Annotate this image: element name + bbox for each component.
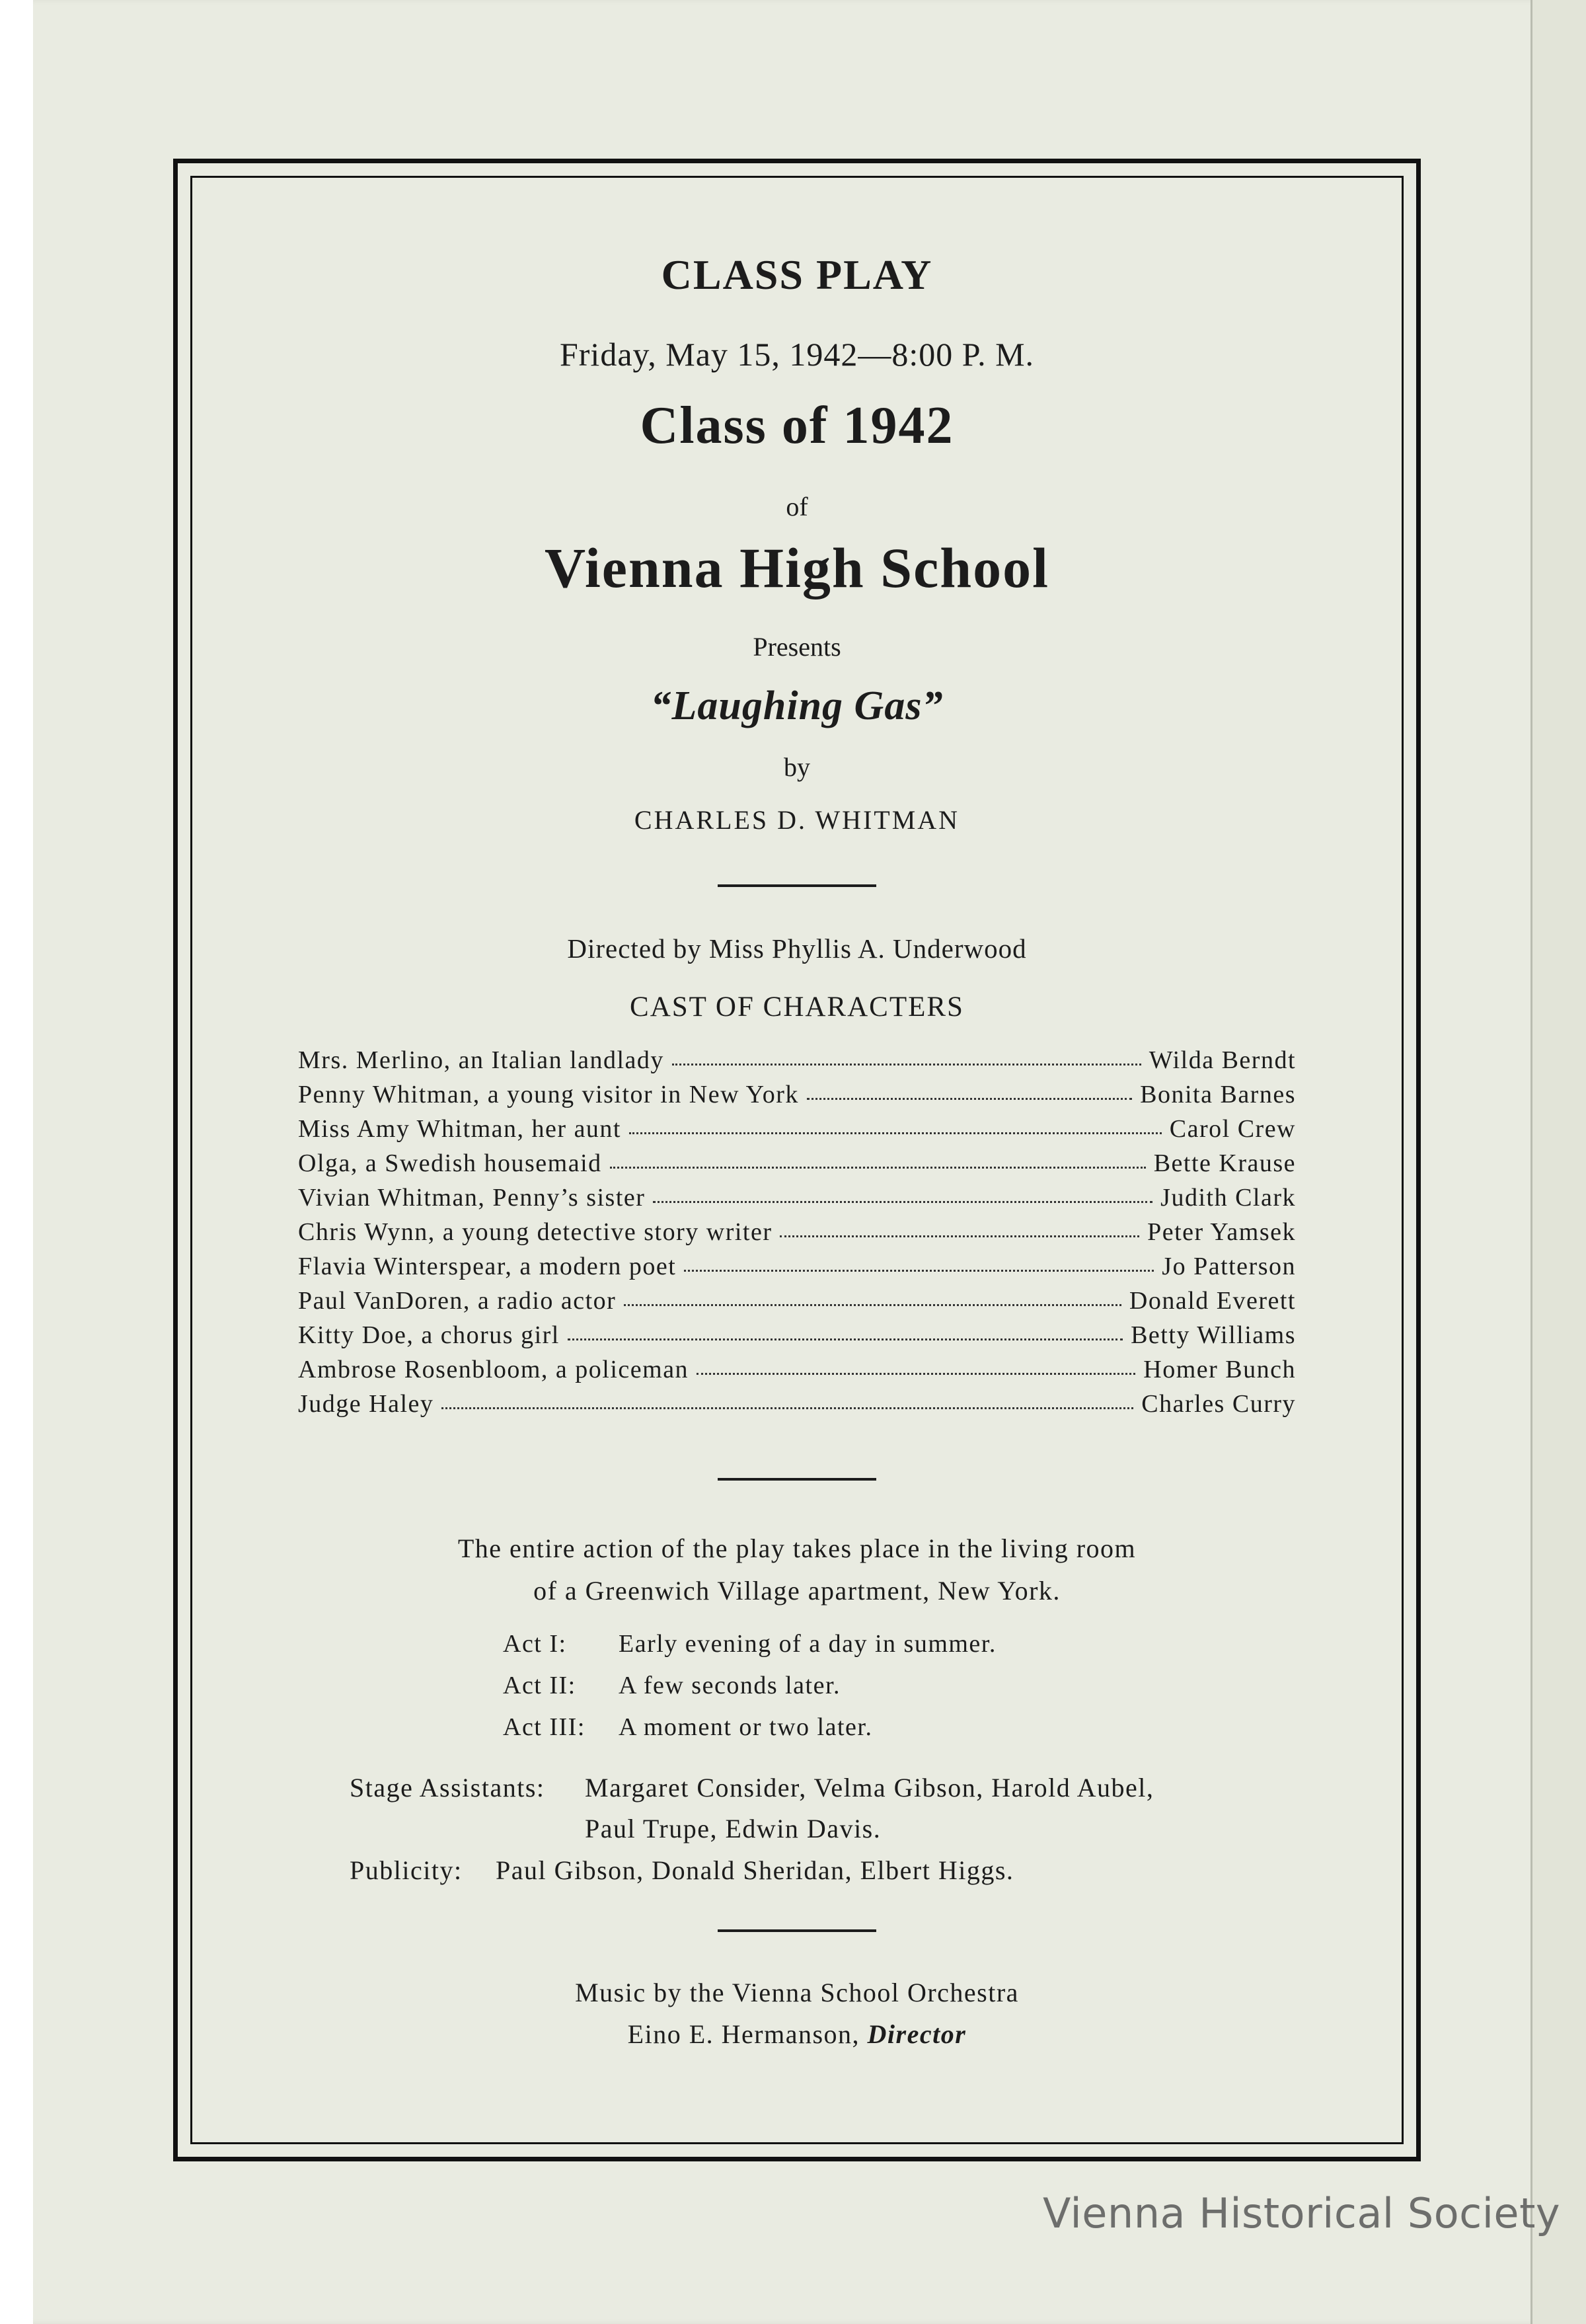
divider-3 xyxy=(718,1929,876,1932)
cast-role: Miss Amy Whitman, her aunt xyxy=(298,1115,621,1143)
dot-leader xyxy=(684,1270,1154,1272)
divider-1 xyxy=(718,884,876,887)
dot-leader xyxy=(672,1064,1141,1065)
cast-row xyxy=(298,1389,1296,1424)
cast-row xyxy=(298,1218,1296,1252)
cast-actor: Peter Yamsek xyxy=(1147,1218,1296,1246)
adjacent-page xyxy=(1532,0,1586,2324)
act-label: Act III: xyxy=(503,1713,585,1741)
cast-row xyxy=(298,1252,1296,1286)
program-heading: CLASS PLAY xyxy=(661,251,933,298)
cast-actor: Judith Clark xyxy=(1160,1184,1296,1212)
dot-leader xyxy=(441,1407,1133,1409)
cast-role: Kitty Doe, a chorus girl xyxy=(298,1321,560,1349)
cast-actor: Carol Crew xyxy=(1169,1115,1296,1143)
cast-row xyxy=(298,1355,1296,1389)
school-name: Vienna High School xyxy=(545,536,1049,600)
divider-2 xyxy=(718,1478,876,1481)
cast-row xyxy=(298,1321,1296,1355)
dot-leader xyxy=(610,1167,1146,1169)
cast-row xyxy=(298,1046,1296,1080)
act-label: Act II: xyxy=(503,1672,576,1699)
cast-actor: Homer Bunch xyxy=(1143,1356,1296,1383)
cast-actor: Bette Krause xyxy=(1153,1149,1296,1177)
cast-role: Chris Wynn, a young detective story writer xyxy=(298,1218,773,1246)
program-content xyxy=(192,178,1402,2142)
act-description: A few seconds later. xyxy=(619,1672,841,1699)
setting-line-1: The entire action of the play takes place in the living room xyxy=(457,1533,1137,1563)
act-label: Act I: xyxy=(503,1630,567,1658)
cast-role: Judge Haley xyxy=(298,1390,434,1418)
act-description: Early evening of a day in summer. xyxy=(619,1630,997,1658)
music-credit: Music by the Vienna School Orchestra xyxy=(575,1978,1019,2007)
dot-leader xyxy=(568,1338,1123,1340)
music-director-title: Director xyxy=(867,2019,967,2049)
cast-actor: Wilda Berndt xyxy=(1149,1046,1296,1074)
stage-assistants-label: Stage Assistants: xyxy=(350,1773,545,1802)
of-label: of xyxy=(786,492,808,522)
cast-actor: Bonita Barnes xyxy=(1140,1081,1296,1108)
performance-date: Friday, May 15, 1942—8:00 P. M. xyxy=(559,336,1035,373)
dot-leader xyxy=(653,1201,1152,1203)
play-author: CHARLES D. WHITMAN xyxy=(634,805,960,835)
cast-row xyxy=(298,1080,1296,1114)
cast-heading: CAST OF CHARACTERS xyxy=(630,991,964,1023)
cast-actor: Jo Patterson xyxy=(1162,1253,1296,1280)
cast-role: Vivian Whitman, Penny’s sister xyxy=(298,1184,646,1212)
act-row xyxy=(503,1713,872,1742)
music-director-name: Eino E. Hermanson, xyxy=(627,2019,860,2049)
cast-role: Penny Whitman, a young visitor in New York xyxy=(298,1081,799,1108)
cast-actor: Donald Everett xyxy=(1129,1287,1296,1315)
cast-role: Paul VanDoren, a radio actor xyxy=(298,1287,617,1315)
cast-role: Flavia Winterspear, a modern poet xyxy=(298,1253,677,1280)
cast-role: Ambrose Rosenbloom, a policeman xyxy=(298,1356,689,1383)
dot-leader xyxy=(807,1098,1132,1100)
cast-actor: Charles Curry xyxy=(1141,1390,1296,1418)
dot-leader xyxy=(629,1132,1162,1134)
music-director xyxy=(192,2019,1402,2050)
cast-row xyxy=(298,1286,1296,1321)
act-row xyxy=(503,1671,841,1700)
act-description: A moment or two later. xyxy=(619,1713,873,1741)
play-title: “Laughing Gas” xyxy=(650,683,944,728)
by-label: by xyxy=(784,752,810,782)
presents-label: Presents xyxy=(753,632,841,662)
cast-row xyxy=(298,1114,1296,1149)
cast-row xyxy=(298,1149,1296,1183)
stage-assistants-names: Margaret Consider, Velma Gibson, Harold Aubel, xyxy=(585,1773,1154,1802)
act-row xyxy=(503,1629,997,1658)
cast-row xyxy=(298,1183,1296,1218)
dot-leader xyxy=(780,1235,1139,1237)
stage-assistants-names-cont: Paul Trupe, Edwin Davis. xyxy=(585,1814,882,1843)
publicity-names: Paul Gibson, Donald Sheridan, Elbert Higgs. xyxy=(496,1855,1014,1885)
director-line: Directed by Miss Phyllis A. Underwood xyxy=(567,933,1027,964)
dot-leader xyxy=(697,1373,1135,1375)
publicity-label: Publicity: xyxy=(350,1855,463,1885)
watermark: Vienna Historical Society xyxy=(1043,2189,1561,2237)
class-title: Class of 1942 xyxy=(640,397,954,455)
dot-leader xyxy=(624,1304,1121,1306)
cast-role: Olga, a Swedish housemaid xyxy=(298,1149,602,1177)
setting-line-2: of a Greenwich Village apartment, New York. xyxy=(533,1576,1061,1606)
cast-actor: Betty Williams xyxy=(1131,1321,1296,1349)
cast-role: Mrs. Merlino, an Italian landlady xyxy=(298,1046,664,1074)
